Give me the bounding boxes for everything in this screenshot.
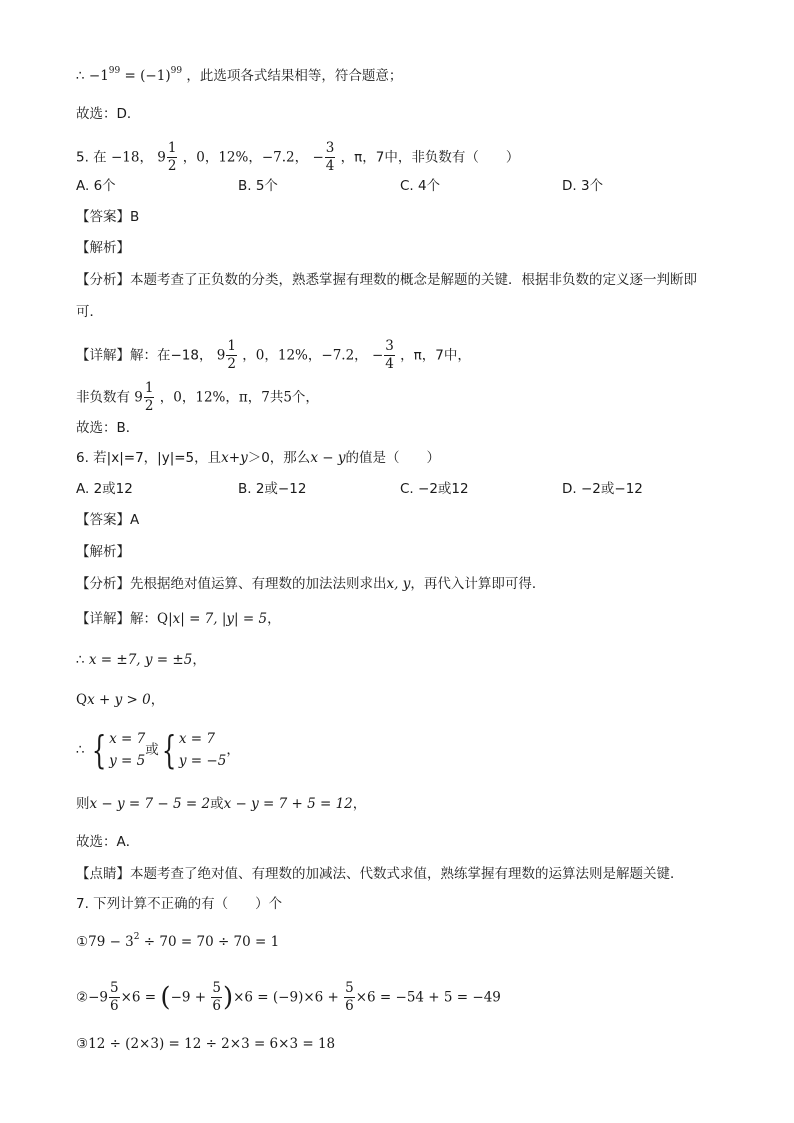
detail-line-2 xyxy=(76,650,206,670)
calc-math: ×6 = xyxy=(120,989,161,1006)
q5-stem-end: ，π，7中，非负数有（ ） xyxy=(340,149,520,166)
fraction-numerator: 1 xyxy=(167,140,177,156)
analysis-math: x, y xyxy=(386,576,411,592)
math-exponent: 99 xyxy=(170,66,183,76)
fraction xyxy=(109,980,120,1015)
fraction xyxy=(325,140,336,175)
mixed-whole: 9 xyxy=(216,347,226,364)
negative-sign: − xyxy=(312,149,324,166)
calc-math: −9 + xyxy=(170,989,211,1006)
detail-math: x + y > 0 xyxy=(87,692,151,708)
right-paren: ) xyxy=(222,982,234,1013)
detail-line-1 xyxy=(76,338,471,373)
detail-math: |x| = 7, |y| = 5 xyxy=(168,611,268,627)
detail-number-list: ，0，12%，−7.2， xyxy=(242,347,368,364)
therefore-symbol: ∴ xyxy=(76,742,85,758)
math-exponent: 2 xyxy=(133,932,140,942)
question-6-stem xyxy=(76,448,440,468)
q6-math: x+y xyxy=(221,450,248,466)
equation: y = −5 xyxy=(178,753,227,769)
detail-line-2 xyxy=(76,380,319,415)
fraction-numerator: 1 xyxy=(144,380,154,396)
calc-math: 12 ÷ (2×3) = 12 ÷ 2×3 = 6×3 = 18 xyxy=(88,1036,336,1052)
detail-math: x = ±7, y = ±5 xyxy=(88,652,193,668)
q6-stem-text: 6. 若|x|=7，|y|=5，且 xyxy=(76,450,222,466)
option-a: A. 2或12 xyxy=(76,481,133,497)
detail-comma: ， xyxy=(150,692,165,708)
mixed-whole: 9 xyxy=(157,149,166,166)
analysis-label: 【解析】 xyxy=(76,240,130,256)
calc-item-3 xyxy=(76,1034,335,1054)
calc-math: 79 − 3 xyxy=(88,934,134,950)
detail-text: 【详解】解： xyxy=(76,611,157,627)
math-base: −1 xyxy=(88,68,109,84)
math-exponent: 99 xyxy=(108,66,121,76)
therefore-symbol: ∴ xyxy=(76,652,85,668)
negative-sign: − xyxy=(371,347,384,364)
option-c: C. −2或12 xyxy=(400,481,469,497)
question-7-stem: 7. 下列计算不正确的有（ ）个 xyxy=(76,896,283,912)
option-c: C. 4个 xyxy=(400,178,441,194)
equation: x = 7 xyxy=(109,731,146,747)
fraction-denominator: 4 xyxy=(325,158,335,174)
calc-item-1 xyxy=(76,932,279,952)
fraction-numerator: 5 xyxy=(212,980,221,996)
equation-system-2 xyxy=(179,728,226,772)
calc-math: −9 xyxy=(88,989,109,1006)
item-number: ① xyxy=(76,934,89,950)
option-b: B. 5个 xyxy=(238,178,278,194)
fraction-denominator: 2 xyxy=(167,158,177,174)
calc-item-2 xyxy=(76,980,501,1015)
fraction-denominator: 6 xyxy=(212,998,221,1014)
option-b: B. 2或−12 xyxy=(238,481,307,497)
left-brace: { xyxy=(161,728,177,772)
q6-stem-end: 的值是（ ） xyxy=(345,450,440,466)
q5-number: −18， xyxy=(110,149,153,166)
nonneg-list: ，0，12%，π，7共5个， xyxy=(159,389,319,406)
detail-line-system xyxy=(76,728,240,772)
fraction xyxy=(167,140,178,175)
q5-number-list: ，0，12%，−7.2， xyxy=(182,149,309,166)
because-symbol: Q xyxy=(157,611,169,627)
left-paren: ( xyxy=(160,982,171,1013)
fraction xyxy=(211,980,222,1015)
analysis-text-b: ，再代入计算即可得． xyxy=(410,576,546,592)
detail-text-end: ，π，7中， xyxy=(400,347,471,364)
question-5-options xyxy=(76,176,716,196)
choose-line-d: 故选：D． xyxy=(76,106,141,122)
detail-math: x − y = 7 − 5 = 2 xyxy=(89,796,211,812)
answer-label: 【答案】A xyxy=(76,512,140,528)
or-text: 或 xyxy=(210,796,224,812)
question-6-options xyxy=(76,479,716,499)
detail-text: 【详解】解：在−18， xyxy=(76,347,213,364)
nonneg-text: 非负数有 xyxy=(76,389,130,406)
fraction-numerator: 5 xyxy=(345,980,354,996)
option-d: D. 3个 xyxy=(562,178,604,194)
calc-math: ×6 = −54 + 5 = −49 xyxy=(355,989,501,1006)
analysis-text-cont: 可． xyxy=(76,304,103,320)
left-brace: { xyxy=(91,728,107,772)
option-d: D. −2或−12 xyxy=(562,481,643,497)
calc-math: ×6 = (−9)×6 + xyxy=(233,989,344,1006)
fraction xyxy=(344,980,355,1015)
math-paren-base: (−1) xyxy=(140,68,171,84)
detail-comma: ， xyxy=(192,652,206,668)
detail-comma: ， xyxy=(352,796,367,812)
detail-line-3 xyxy=(76,690,164,710)
fraction-numerator: 1 xyxy=(227,338,236,354)
because-symbol: Q xyxy=(76,692,88,708)
equation: x = 7 xyxy=(178,731,215,747)
fraction-denominator: 4 xyxy=(385,356,394,372)
solution-text: ，此选项各式结果相等，符合题意； xyxy=(186,68,403,84)
q5-stem-text: 5. 在 xyxy=(76,149,107,166)
detail-text: 则 xyxy=(76,796,90,812)
math-equals: = xyxy=(120,68,141,84)
fraction xyxy=(226,338,237,373)
fraction-denominator: 6 xyxy=(345,998,354,1014)
choose-line-a: 故选：A． xyxy=(76,834,140,850)
fraction xyxy=(384,338,395,373)
fraction-denominator: 2 xyxy=(144,398,154,414)
q6-stem-text: ＞0，那么 xyxy=(247,450,311,466)
item-number: ② xyxy=(76,989,89,1006)
fraction-numerator: 5 xyxy=(110,980,119,996)
fraction-denominator: 2 xyxy=(227,356,236,372)
solution-line-1 xyxy=(76,66,402,86)
calc-math: ÷ 70 = 70 ÷ 70 = 1 xyxy=(139,934,280,950)
detail-line-1 xyxy=(76,609,281,629)
analysis-label: 【解析】 xyxy=(76,544,130,560)
choose-line-b: 故选：B． xyxy=(76,420,140,436)
fraction-numerator: 3 xyxy=(385,338,394,354)
q6-math: x − y xyxy=(310,450,346,466)
detail-comma: ， xyxy=(226,742,240,758)
mixed-whole: 9 xyxy=(134,389,143,406)
or-text: 或 xyxy=(145,742,159,758)
option-a: A. 6个 xyxy=(76,178,116,194)
fraction-denominator: 6 xyxy=(110,998,119,1014)
detail-math: x − y = 7 + 5 = 12 xyxy=(223,796,353,812)
item-number: ③ xyxy=(76,1036,89,1052)
therefore-symbol: ∴ xyxy=(76,68,85,84)
answer-label: 【答案】B xyxy=(76,209,140,225)
analysis-text-a: 【分析】先根据绝对值运算、有理数的加法法则求出 xyxy=(76,576,387,592)
fraction-numerator: 3 xyxy=(325,140,335,156)
detail-line-5 xyxy=(76,794,366,814)
question-5-stem xyxy=(76,140,519,175)
equation-system-1 xyxy=(109,728,145,772)
analysis-text xyxy=(76,574,545,594)
equation: y = 5 xyxy=(109,753,146,769)
detail-comma: ， xyxy=(267,611,281,627)
analysis-text: 【分析】本题考查了正负数的分类，熟悉掌握有理数的概念是解题的关键．根据非负数的定义逐一判断即 xyxy=(76,272,697,288)
dianjing-text: 【点睛】本题考查了绝对值、有理数的加减法、代数式求值，熟练掌握有理数的运算法则是解题关键． xyxy=(76,866,684,882)
fraction xyxy=(144,380,155,415)
